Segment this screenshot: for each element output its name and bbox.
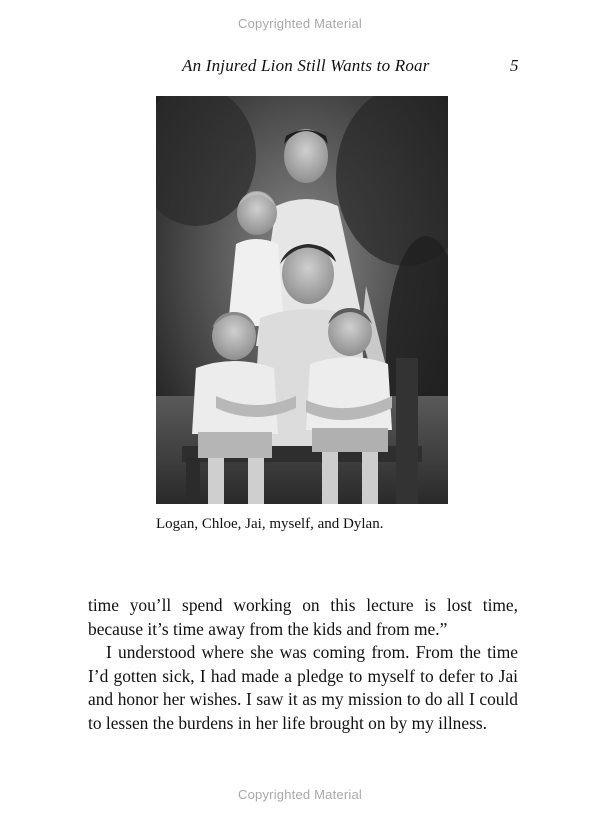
body-text <box>88 594 518 736</box>
paragraph-2: I understood where she was coming from. From the time I’d gotten sick, I had made a pledge to myself to defer to Jai and honor her wishes. I saw it as my mission to do all I could to lessen the burdens in her life brought on by my illness. <box>88 642 518 733</box>
page-number: 5 <box>510 56 519 75</box>
copyright-watermark-bottom: Copyrighted Material <box>238 787 362 802</box>
running-title: An Injured Lion Still Wants to Roar <box>182 56 430 75</box>
family-photo-illustration <box>156 96 448 504</box>
copyright-watermark-top: Copyrighted Material <box>238 16 362 31</box>
family-photo <box>156 96 448 504</box>
photo-caption: Logan, Chloe, Jai, myself, and Dylan. <box>156 516 384 532</box>
running-header <box>0 56 600 78</box>
paragraph-1: time you’ll spend working on this lecture is lost time, because it’s time away from the kids and from me.” <box>88 595 518 639</box>
